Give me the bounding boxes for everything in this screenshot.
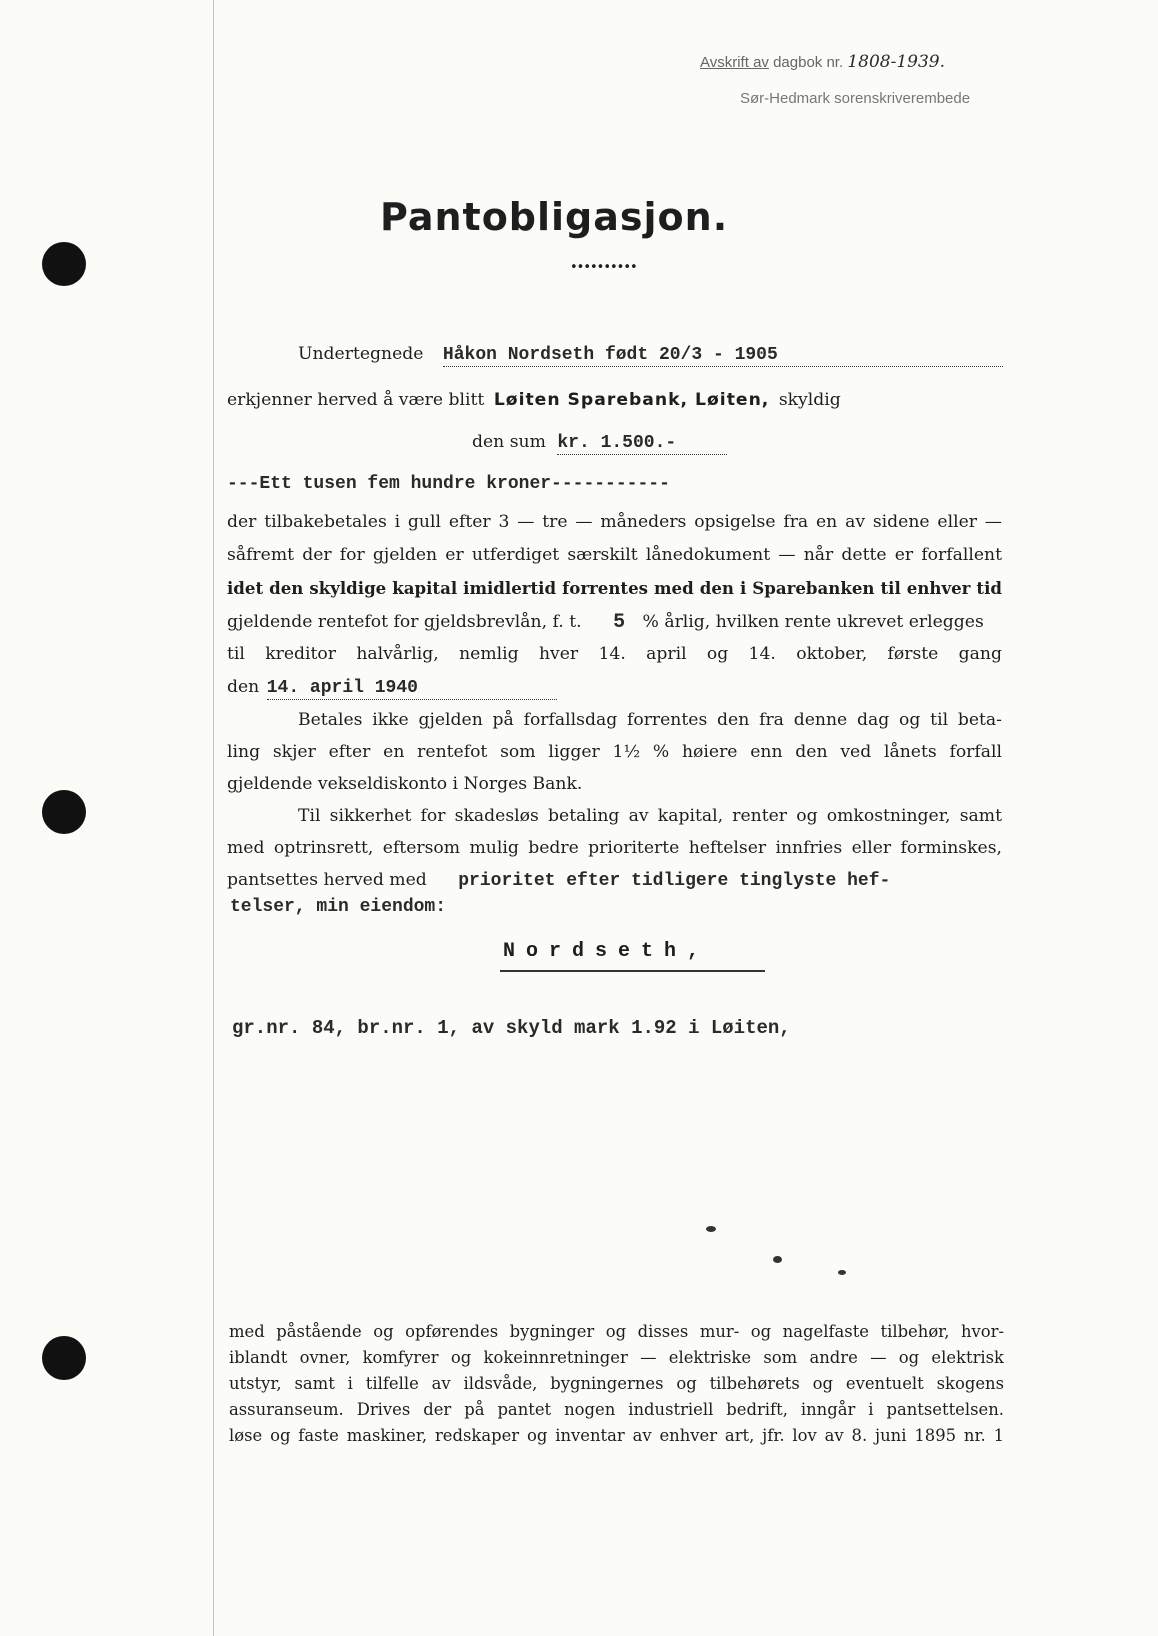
rate-line: [227, 611, 984, 634]
terms-line-4: til kreditor halvårlig, nemlig hver 14. april og 14. oktober, første gang: [227, 644, 1002, 664]
first-date-value: 14. april 1940: [267, 678, 557, 700]
rate-pre: gjeldende rentefot for gjeldsbrevlån, f. t.: [227, 612, 582, 632]
title-rule: ••••••••••: [570, 260, 637, 275]
appurtenance-line-3: utstyr, samt i tilfelle av ildsvåde, bygningernes og tilbehørets og eventuelt skogens: [229, 1374, 1004, 1393]
sum-label: den sum: [472, 432, 546, 452]
debtor-label: Undertegnede: [298, 344, 424, 364]
acknowledge-post: skyldig: [778, 390, 841, 410]
pledge-label: pantsettes herved med: [227, 870, 427, 890]
sum-words: ---Ett tusen fem hundre kroner-----------: [227, 474, 670, 494]
margin-line: [213, 0, 214, 1636]
pledge-typed-1: prioritet efter tidligere tinglyste hef-: [458, 871, 891, 891]
ink-smudge: [773, 1256, 782, 1263]
appurtenance-line-5: løse og faste maskiner, redskaper og inventar av enhver art, jfr. lov av 8. juni 1895 nr. 1: [229, 1426, 1004, 1445]
pledge-typed-2: telser, min eiendom:: [230, 897, 447, 917]
appurtenance-line-2: iblandt ovner, komfyrer og kokeinnretninger — elektriske som andre — og elektrisk: [229, 1348, 1004, 1367]
ink-smudge: [838, 1270, 846, 1275]
sum-amount: kr. 1.500.-: [557, 433, 727, 455]
ink-smudge: [706, 1226, 716, 1232]
debtor-value: Håkon Nordseth født 20/3 - 1905: [443, 345, 1003, 367]
security-line-2: med optrinsrett, eftersom mulig bedre prioriterte heftelser innfries eller forminskes,: [227, 838, 1002, 858]
punch-hole-middle: [42, 790, 86, 834]
creditor-name: Løiten Sparebank, Løiten,: [493, 390, 770, 410]
stamp-middle: dagbok nr.: [773, 54, 844, 71]
terms-line-1: der tilbakebetales i gull efter 3 — tre — måneders opsigelse fra en av sidene eller —: [227, 512, 1002, 532]
property-underline: [500, 970, 765, 972]
security-line-1: Til sikkerhet for skadesløs betaling av kapital, renter og omkostninger, samt: [298, 806, 1002, 826]
rate-value: 5: [613, 611, 626, 634]
acknowledge-line: [227, 390, 841, 410]
first-date-line: [227, 677, 557, 700]
acknowledge-pre: erkjenner herved å være blitt: [227, 390, 485, 410]
terms-line-3: idet den skyldige kapital imidlertid forrentes med den i Sparebanken til enhver tid: [227, 578, 1002, 598]
sum-line: [472, 432, 727, 455]
debtor-line: [298, 344, 1003, 367]
late-line-2: ling skjer efter en rentefot som ligger 1½ % høiere enn den ved lånets forfall: [227, 742, 1002, 762]
office-stamp: Sør-Hedmark sorenskriverembede: [740, 90, 971, 107]
property-description: gr.nr. 84, br.nr. 1, av skyld mark 1.92 i Løiten,: [232, 1017, 791, 1039]
punch-hole-bottom: [42, 1336, 86, 1380]
punch-hole-top: [42, 242, 86, 286]
entry-number: 1808-1939.: [847, 52, 945, 72]
first-date-label: den: [227, 677, 260, 697]
late-line-1: Betales ikke gjelden på forfallsdag forrentes den fra denne dag og til beta-: [298, 710, 1002, 730]
pledge-line: [227, 870, 890, 891]
property-name: Nordseth,: [503, 940, 711, 963]
appurtenance-line-4: assuranseum. Drives der på pantet nogen industriell bedrift, inngår i pantsettelsen.: [229, 1400, 1004, 1419]
terms-line-2: såfremt der for gjelden er utferdiget særskilt lånedokument — når dette er forfallent: [227, 545, 1002, 565]
late-line-3: gjeldende vekseldiskonto i Norges Bank.: [227, 774, 583, 794]
appurtenance-line-1: med påstående og opførendes bygninger og disses mur- og nagelfaste tilbehør, hvor-: [229, 1322, 1004, 1341]
document-title: Pantobligasjon.: [380, 195, 729, 239]
header-stamp: [700, 52, 945, 72]
stamp-prefix: Avskrift av: [700, 54, 769, 71]
rate-post: % årlig, hvilken rente ukrevet erlegges: [642, 612, 984, 632]
